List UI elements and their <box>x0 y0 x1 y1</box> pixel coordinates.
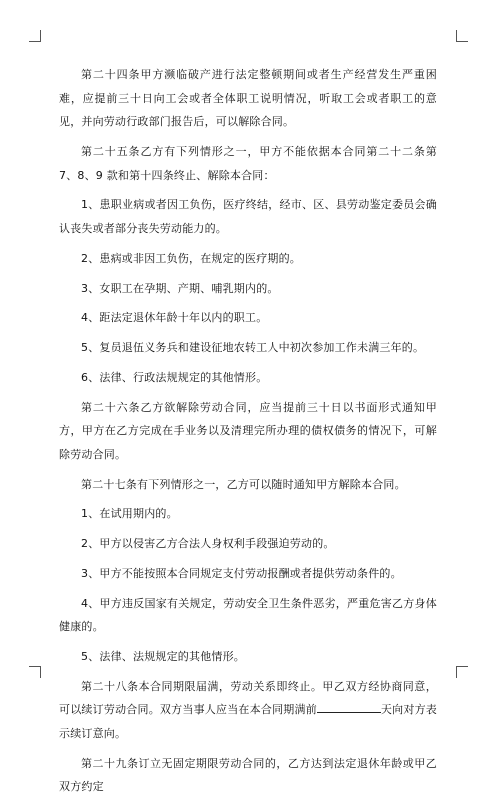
crop-mark-bottom-left <box>29 666 41 678</box>
article-29: 第二十九条订立无固定期限劳动合同的，乙方达到法定退休年龄或甲乙双方约定 <box>59 756 437 794</box>
article-25-item-3: 3、女职工在孕期、产期、哺乳期内的。 <box>81 281 279 295</box>
article-25-item-6: 6、法律、行政法规规定的其他情形。 <box>81 370 268 384</box>
article-28-part-2: 天向对方表示续订意向。 <box>59 703 437 741</box>
crop-mark-top-right <box>456 30 468 42</box>
crop-mark-top-left <box>29 30 41 42</box>
article-24: 第二十四条甲方濒临破产进行法定整顿期间或者生产经营发生严重困难，应提前三十日向工会或者全体职工说明情况，听取工会或者职工的意见，并向劳动行政部门报告后，可以解除合同。 <box>59 68 437 129</box>
article-28-part-1: 第二十八条本合同期限届满，劳动关系即终止。甲乙双方经协商同意，可以续订劳动合同。双方当事人应当在本合同期满前 <box>59 679 437 717</box>
article-27-item-1: 1、在试用期内的。 <box>81 507 178 521</box>
crop-mark-bottom-right <box>456 666 468 678</box>
article-27-item-5: 5、法律、法规规定的其他情形。 <box>81 650 245 664</box>
article-27-item-2: 2、甲方以侵害乙方合法人身权利手段强迫劳动的。 <box>81 537 335 551</box>
article-27: 第二十七条有下列情形之一，乙方可以随时通知甲方解除本合同。 <box>81 477 406 491</box>
article-25-item-1: 1、患职业病或者因工负伤，医疗终结，经市、区、县劳动鉴定委员会确认丧失或者部分丧失劳动能力的。 <box>59 198 437 235</box>
article-25-item-2: 2、患病或非因工负伤，在规定的医疗期的。 <box>81 251 301 265</box>
article-27-item-4: 4、甲方违反国家有关规定，劳动安全卫生条件恶劣，严重危害乙方身体健康的。 <box>59 596 437 634</box>
document-body <box>59 63 437 805</box>
renewal-days-blank <box>317 711 381 713</box>
article-27-item-3: 3、甲方不能按照本合同规定支付劳动报酬或者提供劳动条件的。 <box>81 566 402 580</box>
article-25: 第二十五条乙方有下列情形之一，甲方不能依据本合同第二十二条第 7、8、9 款和第十四条终止、解除本合同： <box>59 144 437 182</box>
article-25-item-5: 5、复员退伍义务兵和建设征地农转工人中初次参加工作未满三年的。 <box>81 341 425 355</box>
article-25-item-4: 4、距法定退休年龄十年以内的职工。 <box>81 311 268 325</box>
article-26: 第二十六条乙方欲解除劳动合同，应当提前三十日以书面形式通知甲方，甲方在乙方完成在手业务以及清理完所办理的债权债务的情况下，可解除劳动合同。 <box>59 400 437 461</box>
article-28 <box>59 675 437 746</box>
